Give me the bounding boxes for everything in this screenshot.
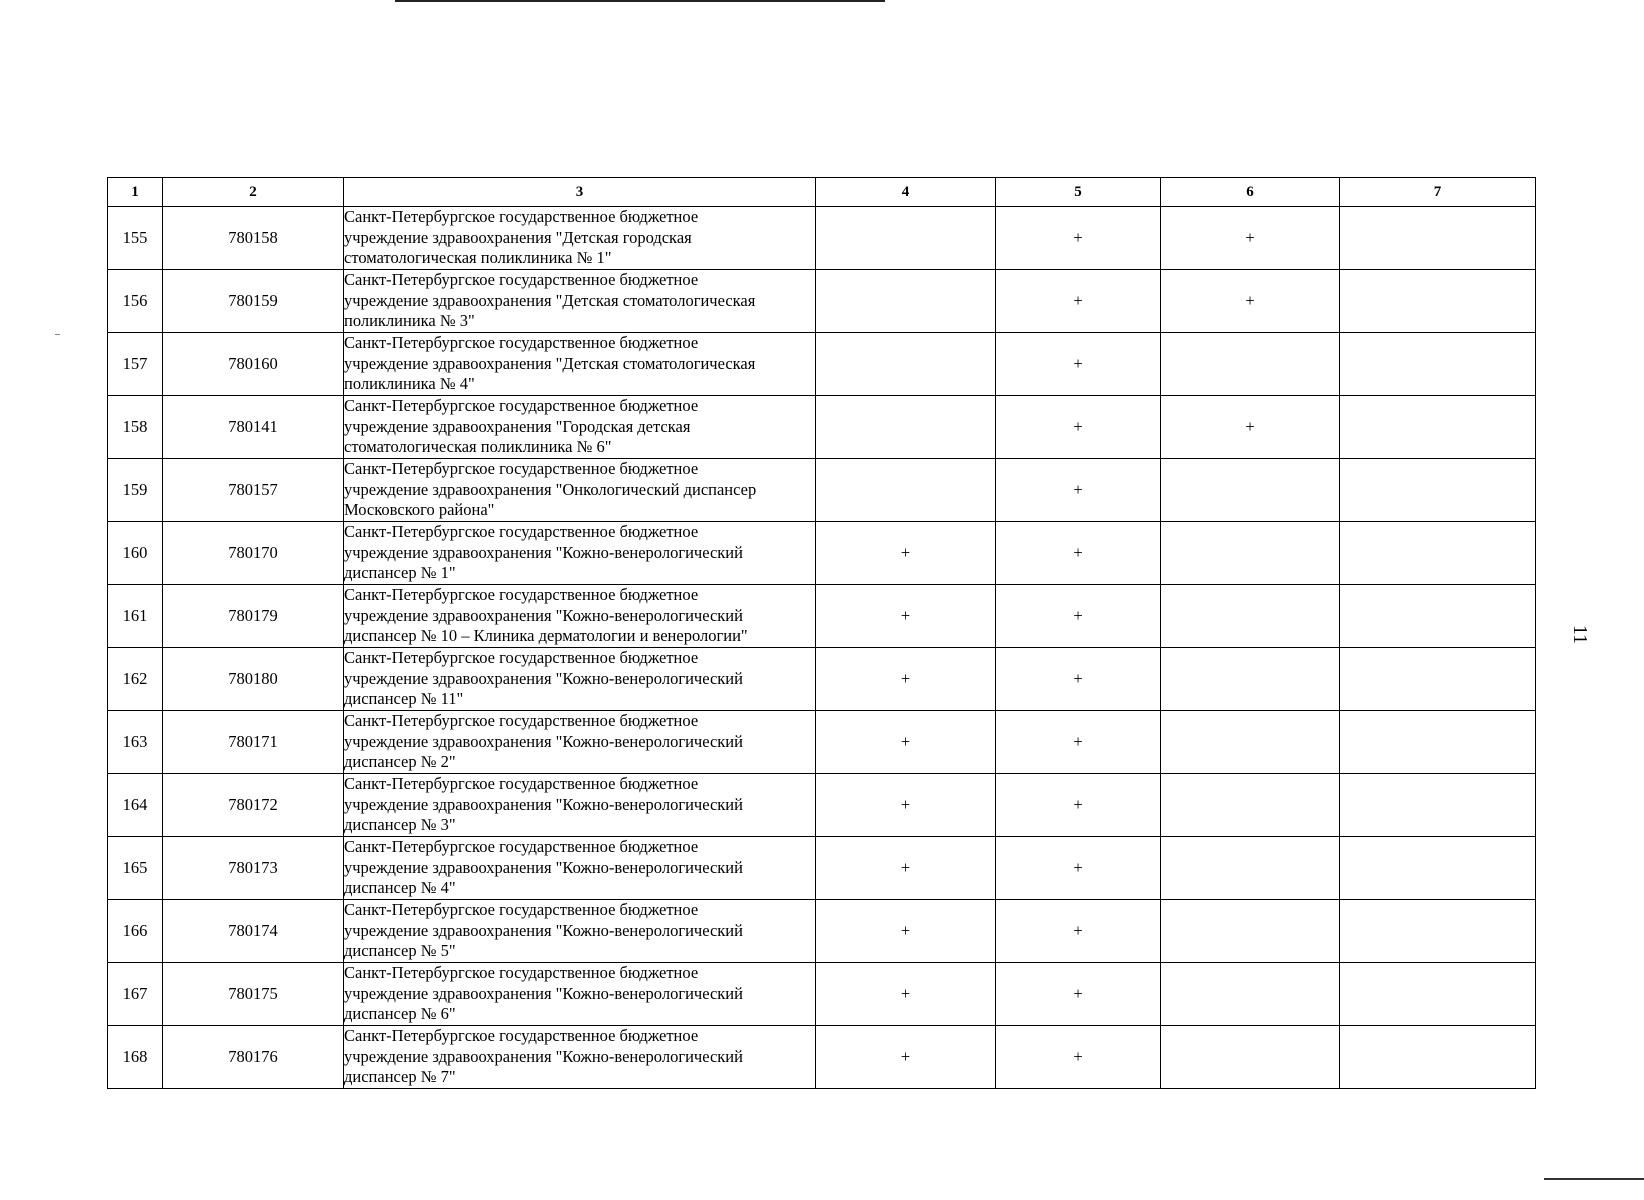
col-6-mark: + [1161,270,1340,333]
registry-code: 780172 [163,774,344,837]
institutions-table [107,177,1536,1089]
row-number: 162 [108,648,163,711]
registry-code: 780175 [163,963,344,1026]
institution-name: Санкт-Петербургское государственное бюджетное учреждение здравоохранения "Кожно-венерологический диспансер № 2" [344,711,816,774]
header-col-2: 2 [163,178,344,207]
col-6-mark [1161,333,1340,396]
registry-code: 780173 [163,837,344,900]
col-7-mark [1340,963,1536,1026]
col-4-mark: + [816,837,996,900]
col-7-mark [1340,711,1536,774]
row-number: 166 [108,900,163,963]
col-7-mark [1340,774,1536,837]
col-4-mark [816,396,996,459]
table-row [108,270,1536,333]
table-row [108,396,1536,459]
table-row [108,711,1536,774]
header-col-3: 3 [344,178,816,207]
col-7-mark [1340,837,1536,900]
registry-code: 780171 [163,711,344,774]
institution-name: Санкт-Петербургское государственное бюджетное учреждение здравоохранения "Кожно-венерологический диспансер № 11" [344,648,816,711]
table-row [108,648,1536,711]
institution-name: Санкт-Петербургское государственное бюджетное учреждение здравоохранения "Городская детская стоматологическая поликлиника № 6" [344,396,816,459]
col-7-mark [1340,1026,1536,1089]
header-col-7: 7 [1340,178,1536,207]
col-5-mark: + [996,270,1161,333]
scan-bottom-right-line [1544,1178,1644,1180]
table-row [108,459,1536,522]
table-row [108,837,1536,900]
registry-code: 780180 [163,648,344,711]
col-7-mark [1340,522,1536,585]
row-number: 168 [108,1026,163,1089]
institution-name: Санкт-Петербургское государственное бюджетное учреждение здравоохранения "Кожно-венерологический диспансер № 3" [344,774,816,837]
col-5-mark: + [996,585,1161,648]
col-4-mark: + [816,585,996,648]
table-row [108,774,1536,837]
row-number: 163 [108,711,163,774]
col-4-mark [816,459,996,522]
col-6-mark [1161,774,1340,837]
col-4-mark: + [816,774,996,837]
registry-code: 780159 [163,270,344,333]
col-5-mark: + [996,837,1161,900]
institution-name: Санкт-Петербургское государственное бюджетное учреждение здравоохранения "Детская стоматологическая поликлиника № 4" [344,333,816,396]
col-4-mark: + [816,711,996,774]
scan-top-line [395,0,885,2]
institution-name: Санкт-Петербургское государственное бюджетное учреждение здравоохранения "Кожно-венерологический диспансер № 4" [344,837,816,900]
col-7-mark [1340,459,1536,522]
header-col-1: 1 [108,178,163,207]
col-4-mark [816,207,996,270]
col-7-mark [1340,900,1536,963]
col-6-mark: + [1161,396,1340,459]
col-6-mark [1161,585,1340,648]
col-6-mark [1161,1026,1340,1089]
row-number: 157 [108,333,163,396]
registry-code: 780174 [163,900,344,963]
row-number: 156 [108,270,163,333]
registry-code: 780176 [163,1026,344,1089]
registry-code: 780158 [163,207,344,270]
col-6-mark [1161,522,1340,585]
col-5-mark: + [996,900,1161,963]
scan-left-mark [55,334,60,335]
registry-code: 780157 [163,459,344,522]
table-row [108,1026,1536,1089]
header-col-6: 6 [1161,178,1340,207]
row-number: 159 [108,459,163,522]
col-6-mark [1161,711,1340,774]
col-6-mark [1161,459,1340,522]
col-4-mark: + [816,900,996,963]
institution-name: Санкт-Петербургское государственное бюджетное учреждение здравоохранения "Детская городская стоматологическая поликлиника № 1" [344,207,816,270]
col-7-mark [1340,207,1536,270]
registry-code: 780179 [163,585,344,648]
col-4-mark: + [816,1026,996,1089]
col-4-mark: + [816,648,996,711]
col-7-mark [1340,270,1536,333]
header-col-5: 5 [996,178,1161,207]
institution-name: Санкт-Петербургское государственное бюджетное учреждение здравоохранения "Кожно-венерологический диспансер № 5" [344,900,816,963]
institution-name: Санкт-Петербургское государственное бюджетное учреждение здравоохранения "Детская стоматологическая поликлиника № 3" [344,270,816,333]
col-5-mark: + [996,207,1161,270]
col-5-mark: + [996,459,1161,522]
col-7-mark [1340,648,1536,711]
registry-code: 780160 [163,333,344,396]
col-5-mark: + [996,1026,1161,1089]
col-5-mark: + [996,333,1161,396]
institution-name: Санкт-Петербургское государственное бюджетное учреждение здравоохранения "Кожно-венерологический диспансер № 7" [344,1026,816,1089]
institution-name: Санкт-Петербургское государственное бюджетное учреждение здравоохранения "Кожно-венерологический диспансер № 6" [344,963,816,1026]
page-number: 11 [1569,624,1592,645]
institution-name: Санкт-Петербургское государственное бюджетное учреждение здравоохранения "Кожно-венерологический диспансер № 1" [344,522,816,585]
col-6-mark: + [1161,207,1340,270]
col-6-mark [1161,837,1340,900]
table-row [108,333,1536,396]
col-5-mark: + [996,396,1161,459]
col-7-mark [1340,585,1536,648]
registry-code: 780170 [163,522,344,585]
col-6-mark [1161,648,1340,711]
registry-code: 780141 [163,396,344,459]
col-5-mark: + [996,963,1161,1026]
col-7-mark [1340,333,1536,396]
row-number: 158 [108,396,163,459]
row-number: 164 [108,774,163,837]
header-col-4: 4 [816,178,996,207]
table-row [108,207,1536,270]
table-row [108,585,1536,648]
table-row [108,522,1536,585]
col-5-mark: + [996,774,1161,837]
table-row [108,963,1536,1026]
row-number: 167 [108,963,163,1026]
col-6-mark [1161,900,1340,963]
row-number: 155 [108,207,163,270]
row-number: 160 [108,522,163,585]
col-5-mark: + [996,711,1161,774]
col-4-mark: + [816,522,996,585]
col-4-mark: + [816,963,996,1026]
institution-name: Санкт-Петербургское государственное бюджетное учреждение здравоохранения "Онкологический диспансер Московского района" [344,459,816,522]
col-5-mark: + [996,648,1161,711]
row-number: 165 [108,837,163,900]
row-number: 161 [108,585,163,648]
table-row [108,900,1536,963]
col-4-mark [816,270,996,333]
header-row [108,178,1536,207]
col-4-mark [816,333,996,396]
col-7-mark [1340,396,1536,459]
institution-name: Санкт-Петербургское государственное бюджетное учреждение здравоохранения "Кожно-венерологический диспансер № 10 – Клиника дерматологии и венерологии" [344,585,816,648]
col-5-mark: + [996,522,1161,585]
col-6-mark [1161,963,1340,1026]
